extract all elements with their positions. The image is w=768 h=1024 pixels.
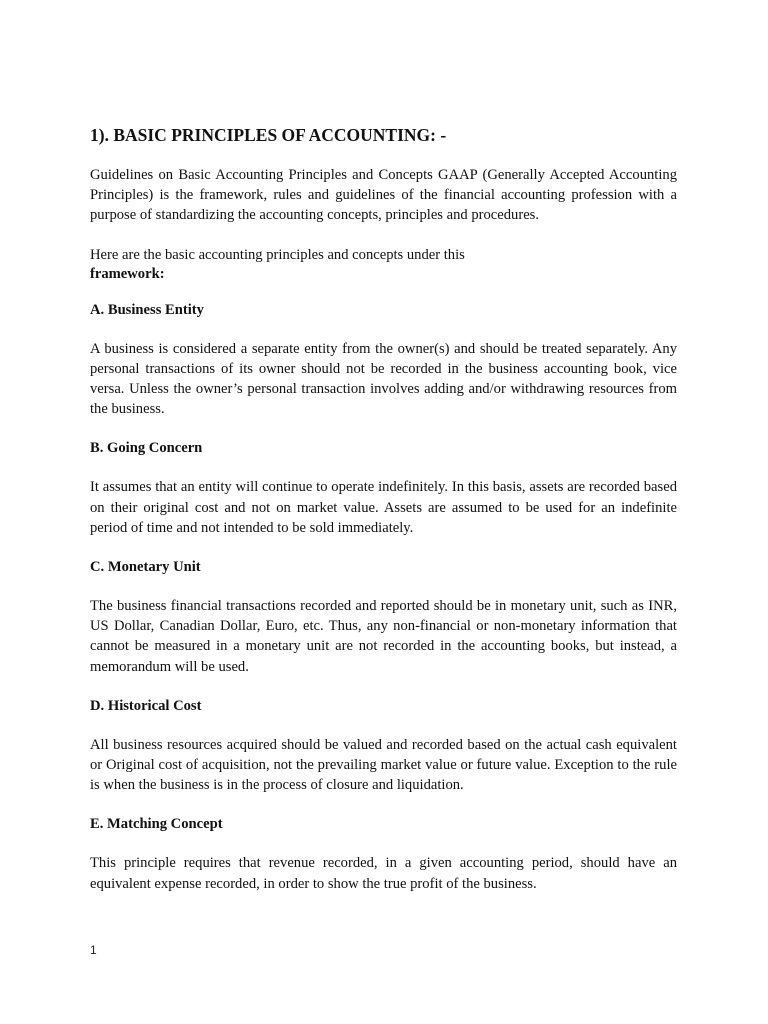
section-body-going-concern: It assumes that an entity will continue to operate indefinitely. In this basis, assets are recorded based on their original cost and not on market value. Assets are assumed to be used for an indefinite period of time and not intended to be sold immediately. [90,479,677,536]
section-heading-monetary-unit: C. Monetary Unit [90,559,201,576]
page-number: 1 [90,943,97,957]
section-heading-matching-concept: E. Matching Concept [90,816,223,833]
page-title: 1). BASIC PRINCIPLES OF ACCOUNTING: - [90,125,447,145]
intro-line: Here are the basic accounting principles and concepts under this [90,246,465,263]
section-heading-going-concern: B. Going Concern [90,440,203,457]
section-body-monetary-unit: The business financial transactions recorded and reported should be in monetary unit, such as INR, US Dollar, Canadian Dollar, Euro, etc. Thus, any non-financial or non-monetary information that cannot be measured in a monetary unit are not recorded in the accounting books, but instead, a memorandum will be used. [90,598,677,675]
intro-paragraph: Guidelines on Basic Accounting Principles and Concepts GAAP (Generally Accepted Accounting Principles) is the framework, rules and guidelines of the financial accounting profession with a purpose of standardizing the accounting concepts, principles and procedures. [90,167,677,224]
section-body-historical-cost: All business resources acquired should be valued and recorded based on the actual cash equivalent or Original cost of acquisition, not the prevailing market value or future value. Exception to the rule is when the business is in the process of closure and liquidation. [90,736,677,794]
section-heading-historical-cost: D. Historical Cost [90,697,202,714]
section-body-business-entity: A business is considered a separate entity from the owner(s) and should be treated separately. Any personal transactions of its owner should not be recorded in the business accounting book, vice versa. Unless the owner’s personal transaction involves adding and/or withdrawing resources from the business. [90,340,677,418]
intro-block [90,246,677,284]
intro-bold-label: framework: [90,265,165,282]
section-body-matching-concept: This principle requires that revenue recorded, in a given accounting period, should have an equivalent expense recorded, in order to show the true profit of the business. [90,855,677,892]
section-heading-business-entity: A. Business Entity [90,301,204,318]
document-page [90,124,677,894]
